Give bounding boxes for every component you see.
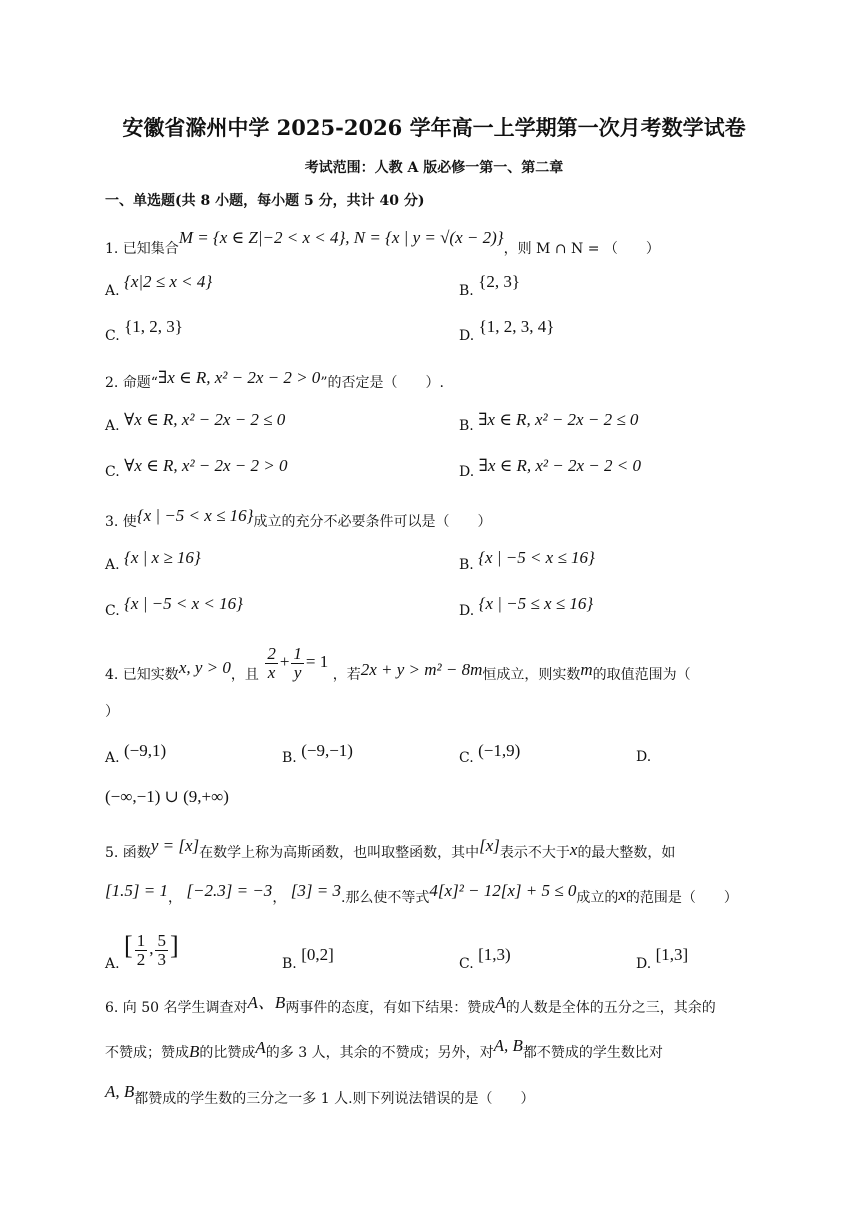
question-3-stem: 3. 使{x | −5 < x ≤ 16}成立的充分不必要条件可以是（ ） xyxy=(105,506,492,530)
q1-option-b[interactable]: B. {2, 3} xyxy=(459,272,521,299)
question-1-stem: 1. 已知集合M = {x ∈ Z|−2 < x < 4}, N = {x | y = √(x − 2)}，则 M ∩ N = （ ） xyxy=(105,228,660,257)
q5-fraction-5-over-3: $\frac{5}{3}$ xyxy=(157,930,166,969)
q3-option-d[interactable]: D. {x | −5 ≤ x ≤ 16} xyxy=(459,594,594,619)
question-4-stem: 4. 已知实数x, y > 0，且 $\frac{2}{x}$ + $\frac{1}{y}$ = 1 ，若2x + y > m² − 8m恒成立，则实数m的取值范围为（ xyxy=(105,643,691,683)
q4-option-b[interactable]: B. (−9,−1) xyxy=(282,741,353,766)
q2-option-a[interactable]: A. ∀x ∈ R, x² − 2x − 2 ≤ 0 xyxy=(105,410,286,434)
q4-fraction-1-over-y: $\frac{1}{y}$ xyxy=(293,643,302,682)
question-2-stem: 2. 命题“∃x ∈ R, x² − 2x − 2 > 0”的否定是（ ）. xyxy=(105,368,444,391)
q5-option-b[interactable]: B. [0,2] xyxy=(282,945,334,972)
q4-fraction-2-over-x: $\frac{2}{x}$ xyxy=(267,643,276,682)
q2-option-d[interactable]: D. ∃x ∈ R, x² − 2x − 2 < 0 xyxy=(459,456,641,480)
question-6-line1: 6. 向 50 名学生调查对A、B两事件的态度，有如下结果：赞成A的人数是全体的五分之三，其余的 xyxy=(105,993,716,1016)
q4-stem-close: ） xyxy=(105,704,119,720)
q5-option-d[interactable]: D. [1,3] xyxy=(636,945,689,972)
q1-option-d[interactable]: D. {1, 2, 3, 4} xyxy=(459,317,555,344)
exam-scope: 考试范围：人教 A 版必修一第一、第二章 xyxy=(304,160,564,176)
section-heading: 一、单选题(共 8 小题，每小题 5 分，共计 40 分) xyxy=(105,193,425,209)
q3-option-a[interactable]: A. {x | x ≥ 16} xyxy=(105,548,201,573)
q4-option-c[interactable]: C. (−1,9) xyxy=(459,741,521,766)
q3-option-c[interactable]: C. {x | −5 < x < 16} xyxy=(105,594,243,619)
q2-option-b[interactable]: B. ∃x ∈ R, x² − 2x − 2 ≤ 0 xyxy=(459,410,639,434)
q5-fraction-1-over-2: $\frac{1}{2}$ xyxy=(136,930,146,969)
q1-sets: M = {x ∈ Z|−2 < x < 4}, N = {x | y = √(x − 2)} xyxy=(178,228,504,247)
q1-option-a[interactable]: A. {x|2 ≤ x < 4} xyxy=(105,272,213,299)
q5-option-a[interactable]: A. [ $\frac{1}{2}$ , $\frac{5}{3}$ ] xyxy=(105,930,179,972)
q1-option-c[interactable]: C. {1, 2, 3} xyxy=(105,317,183,344)
q3-option-b[interactable]: B. {x | −5 < x ≤ 16} xyxy=(459,548,595,573)
q2-option-c[interactable]: C. ∀x ∈ R, x² − 2x − 2 > 0 xyxy=(105,456,288,480)
paper-title: 安徽省滁州中学 2025-2026 学年高一上学期第一次月考数学试卷 xyxy=(122,115,746,140)
q4-option-a[interactable]: A. (−9,1) xyxy=(105,741,167,766)
question-5-stem-line1: 5. 函数y = [x]在数学上称为高斯函数，也叫取整函数，其中[x]表示不大于x的最大整数，如 xyxy=(105,836,676,861)
question-6-line2: 不赞成；赞成B的比赞成A的多 3 人，其余的不赞成；另外，对A, B都不赞成的学生数比对 xyxy=(105,1036,663,1061)
q4-option-d[interactable]: (−∞,−1) ∪ (9,+∞) xyxy=(105,787,229,806)
question-5-stem-line2: [1.5] = 1， [−2.3] = −3， [3] = 3.那么使不等式4[x]² − 12[x] + 5 ≤ 0成立的x的范围是（ ） xyxy=(105,881,738,906)
q5-option-c[interactable]: C. [1,3) xyxy=(459,945,511,972)
question-6-line3: A, B都赞成的学生数的三分之一多 1 人.则下列说法错误的是（ ） xyxy=(105,1082,535,1107)
q4-option-d-label[interactable]: D. xyxy=(636,749,652,765)
